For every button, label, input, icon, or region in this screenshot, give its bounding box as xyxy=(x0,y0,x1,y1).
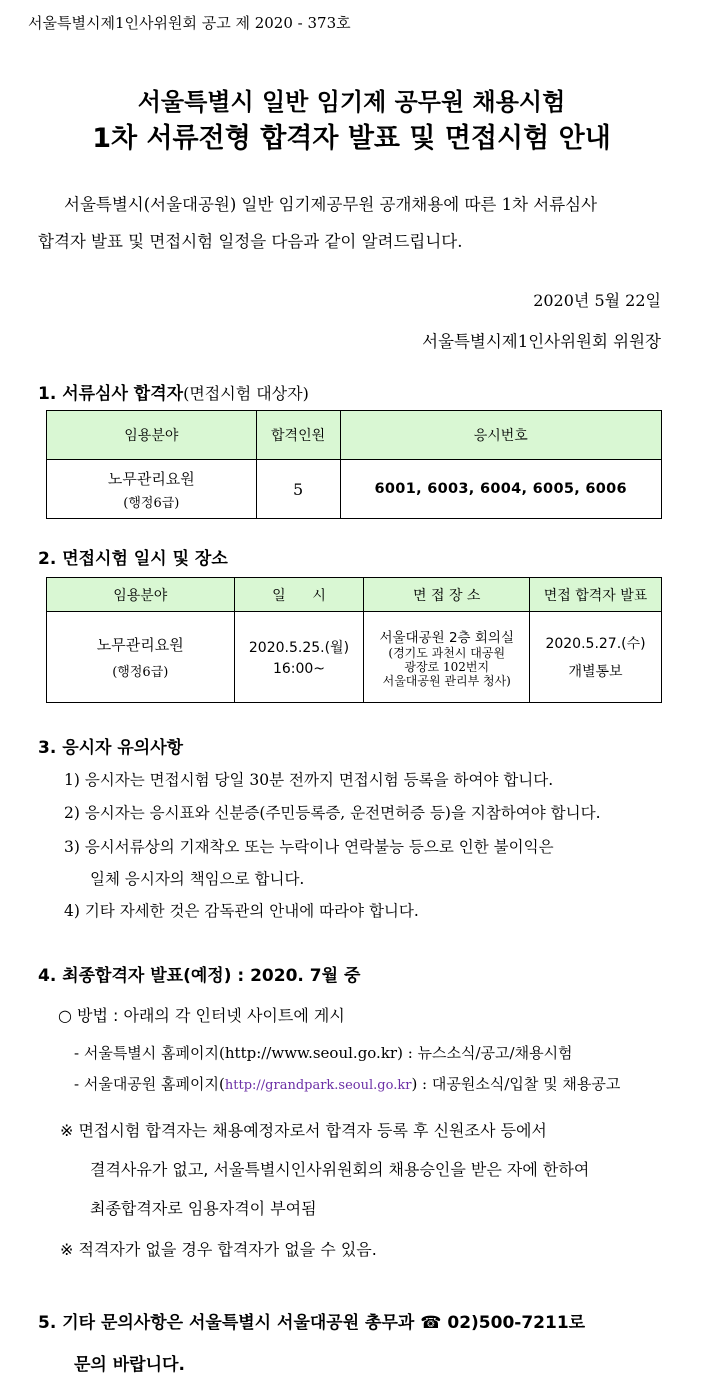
header-datetime: 일 시 xyxy=(234,578,364,612)
section2-heading: 2. 면접시험 일시 및 장소 xyxy=(38,549,228,569)
field-grade: (행정6급) xyxy=(112,665,169,680)
cell-field xyxy=(47,612,235,703)
notice-item-1: 1) 응시자는 면접시험 당일 30분 전까지 면접시험 등록을 하여야 합니다. xyxy=(64,771,554,789)
cell-place xyxy=(364,612,530,703)
place-name: 서울대공원 2층 회의실 xyxy=(379,630,514,646)
section1-table xyxy=(46,410,662,519)
section4-heading: 4. 최종합격자 발표(예정) : 2020. 7월 중 xyxy=(38,966,361,986)
cell-announce xyxy=(530,612,662,703)
field-name: 노무관리요원 xyxy=(96,636,184,654)
table-row xyxy=(47,612,662,703)
notice-item-4: 4) 기타 자세한 것은 감독관의 안내에 따라야 합니다. xyxy=(64,902,419,920)
cell-datetime xyxy=(234,612,364,703)
table-header-row xyxy=(47,578,662,612)
place-address-2: 광장로 102번지 xyxy=(404,660,490,674)
section3-heading: 3. 응시자 유의사항 xyxy=(38,738,184,758)
section5-text: 5. 기타 문의사항은 서울특별시 서울대공원 총무과 xyxy=(38,1313,415,1333)
telephone-icon: ☎ xyxy=(420,1313,442,1333)
site-1-suffix: ) : 뉴스소식/공고/채용시험 xyxy=(397,1044,573,1062)
cell-numbers: 6001, 6003, 6004, 6005, 6006 xyxy=(340,460,662,519)
note-1-line-2: 결격사유가 없고, 서울특별시인사위원회의 채용승인을 받은 자에 한하여 xyxy=(90,1160,590,1179)
header-field: 임용분야 xyxy=(47,411,257,460)
field-name: 노무관리요원 xyxy=(107,469,195,488)
header-announce: 면접 합격자 발표 xyxy=(530,578,662,612)
section5-line-2: 문의 바랍니다. xyxy=(74,1355,185,1375)
section1-heading xyxy=(38,379,309,404)
notice-item-3: 3) 응시서류상의 기재착오 또는 누락이나 연락불능 등으로 인한 불이익은 xyxy=(64,838,554,856)
cell-field xyxy=(47,460,257,519)
title-line-1: 서울특별시 일반 임기제 공무원 채용시험 xyxy=(137,88,566,116)
place-address-3: 서울대공원 관리부 청사) xyxy=(382,674,511,688)
header-count: 합격인원 xyxy=(256,411,340,460)
section5-line-1 xyxy=(38,1308,585,1333)
header-numbers: 응시번호 xyxy=(340,411,662,460)
announce-method: 개별통보 xyxy=(568,664,623,680)
table-row xyxy=(47,460,662,519)
section1-heading-sub: (면접시험 대상자) xyxy=(183,384,309,403)
site-2 xyxy=(74,1073,620,1094)
title-line-2: 1차 서류전형 합격자 발표 및 면접시험 안내 xyxy=(92,123,611,154)
site-1-prefix: - 서울특별시 홈페이지( xyxy=(74,1044,225,1062)
section2-table xyxy=(46,577,662,703)
field-grade: (행정6급) xyxy=(123,495,180,511)
announce-date: 2020.5.27.(수) xyxy=(545,636,646,652)
section1-heading-text: 1. 서류심사 합격자 xyxy=(38,384,184,404)
intro-line-2: 합격자 발표 및 면접시험 일정을 다음과 같이 알려드립니다. xyxy=(38,232,463,251)
table-header-row xyxy=(47,411,662,460)
note-1-line-1: ※ 면접시험 합격자는 채용예정자로서 합격자 등록 후 신원조사 등에서 xyxy=(60,1121,547,1140)
notice-number: 서울특별시제1인사위원회 공고 제 2020 - 373호 xyxy=(28,14,351,32)
method-line: ○ 방법 : 아래의 각 인터넷 사이트에 게시 xyxy=(58,1006,345,1025)
site-2-link[interactable]: http://grandpark.seoul.go.kr xyxy=(224,1078,412,1093)
site-2-prefix: - 서울대공원 홈페이지( xyxy=(74,1075,225,1093)
site-2-suffix: ) : 대공원소식/입찰 및 채용공고 xyxy=(411,1075,621,1093)
site-1 xyxy=(74,1042,573,1063)
site-1-link[interactable]: http://www.seoul.go.kr xyxy=(224,1044,398,1062)
note-1-line-3: 최종합격자로 임용자격이 부여됨 xyxy=(90,1199,317,1218)
header-field: 임용분야 xyxy=(47,578,235,612)
cell-count: 5 xyxy=(256,460,340,519)
interview-time: 16:00~ xyxy=(272,661,326,677)
issuer: 서울특별시제1인사위원회 위원장 xyxy=(422,332,661,351)
interview-date: 2020.5.25.(월) xyxy=(248,640,350,656)
notice-date: 2020년 5월 22일 xyxy=(533,291,661,310)
notice-item-3-cont: 일체 응시자의 책임으로 합니다. xyxy=(90,870,305,888)
place-address-1: (경기도 과천시 대공원 xyxy=(388,646,506,660)
notice-item-2: 2) 응시자는 응시표와 신분증(주민등록증, 운전면허증 등)을 지참하여야 합니다. xyxy=(64,804,601,822)
intro-line-1: 서울특별시(서울대공원) 일반 임기제공무원 공개채용에 따른 1차 서류심사 xyxy=(64,195,598,214)
note-2: ※ 적격자가 없을 경우 합격자가 없을 수 있음. xyxy=(60,1240,377,1259)
header-place: 면 접 장 소 xyxy=(364,578,530,612)
contact-phone: 02)500-7211로 xyxy=(447,1313,586,1333)
